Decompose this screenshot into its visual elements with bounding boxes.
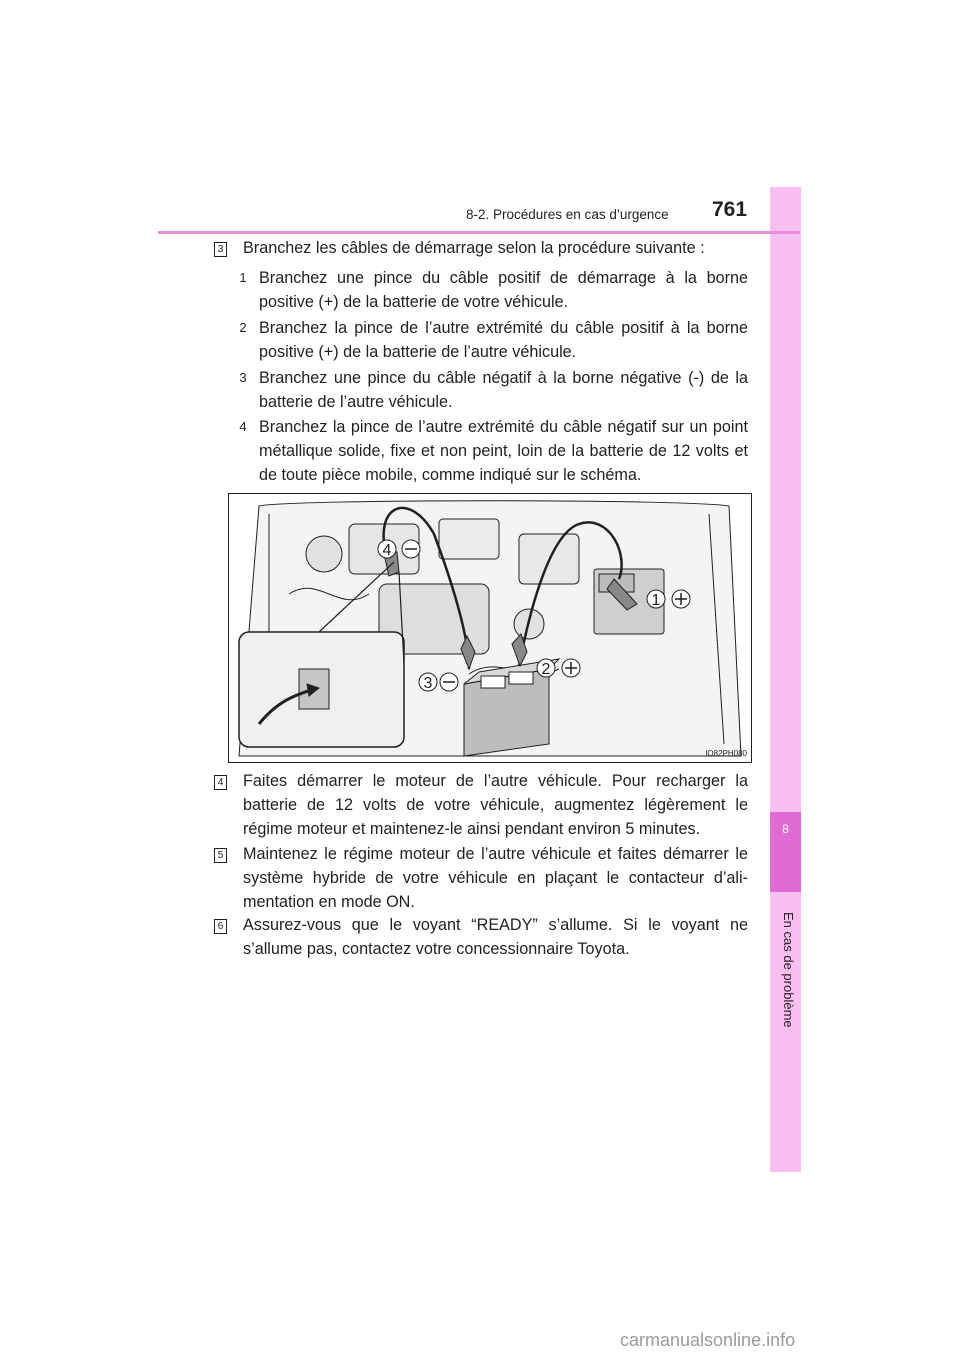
figure-code: IO82PH080 xyxy=(705,749,747,758)
substep-text: Branchez une pince du câble négatif à la borne négative (-) de la batterie de l’autre véhicule. xyxy=(259,369,748,411)
substep-badge: 3 xyxy=(239,370,247,385)
watermark: carmanualsonline.info xyxy=(620,1330,796,1350)
step-badge: 3 xyxy=(214,242,227,257)
substep-badge: 1 xyxy=(239,270,247,285)
step-badge: 6 xyxy=(214,919,227,934)
svg-text:1: 1 xyxy=(651,592,661,609)
substep-badge: 4 xyxy=(239,419,247,434)
header-rule xyxy=(158,231,800,234)
chapter-number: 8 xyxy=(782,822,789,836)
svg-text:4: 4 xyxy=(382,542,392,559)
engine-bay-drawing xyxy=(229,494,751,762)
step-text: Faites démarrer le moteur de l’autre véhicule. Pour recharger la batterie de 12 volts de votre véhicule, augmentez légèrement le régime moteur et maintenez-le ainsi pendant environ 5 minutes. xyxy=(243,772,748,838)
jump-start-illustration xyxy=(228,493,752,763)
step-text: Assurez-vous que le voyant “READY” s’allume. Si le voyant ne s’allume pas, contactez votre concessionnaire Toyota. xyxy=(243,916,748,958)
svg-text:3: 3 xyxy=(423,675,433,692)
step-text: Branchez les câbles de démarrage selon la procédure suivante : xyxy=(243,239,705,257)
chapter-title: En cas de problème xyxy=(781,912,796,1028)
substep-text: Branchez une pince du câble positif de démarrage à la borne positive (+) de la batterie de votre véhicule. xyxy=(259,269,748,311)
svg-text:2: 2 xyxy=(541,661,551,678)
section-title: 8-2. Procédures en cas d’urgence xyxy=(466,207,669,222)
substep-text: Branchez la pince de l’autre extrémité du câble négatif sur un point métallique solide, fixe et non peint, loin de la batterie de 12 volts et de toute pièce mobile, comme indiqué sur le schéma. xyxy=(259,418,748,484)
step-badge: 5 xyxy=(214,848,227,863)
substep-badge: 2 xyxy=(239,320,247,335)
step-text: Maintenez le régime moteur de l’autre véhicule et faites démarrer le système hybride de votre véhicule en plaçant le contacteur d’ali-mentation en mode ON. xyxy=(243,845,748,911)
substep-text: Branchez la pince de l’autre extrémité du câble positif à la borne positive (+) de la batterie de l’autre véhicule. xyxy=(259,319,748,361)
page-number: 761 xyxy=(712,198,748,221)
step-badge: 4 xyxy=(214,775,227,790)
